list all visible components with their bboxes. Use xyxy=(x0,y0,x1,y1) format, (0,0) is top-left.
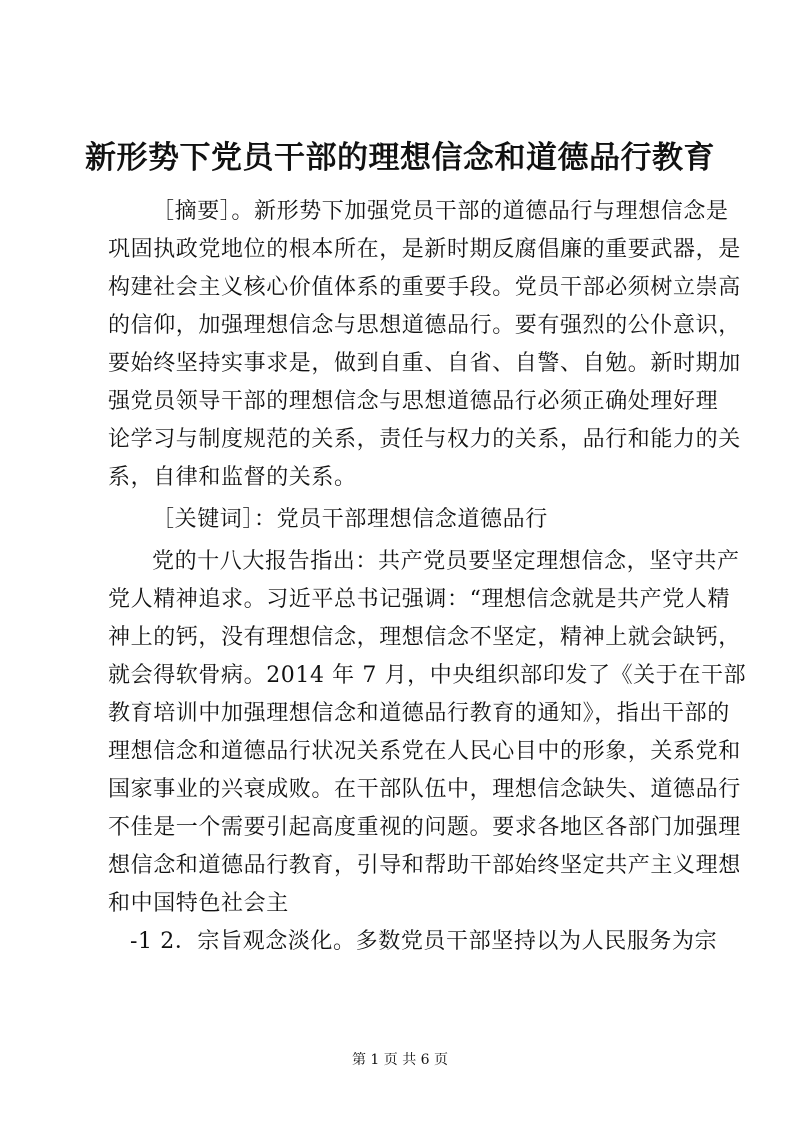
body-line-7: 国家事业的兴衰成败。在干部队伍中，理想信念缺失、道德品行 xyxy=(108,777,741,802)
document-title: 新形势下党员干部的理想信念和道德品行教育 xyxy=(85,140,715,176)
abstract-line-4: 的信仰，加强理想信念与思想道德品行。要有强烈的公仆意识， xyxy=(108,313,741,338)
abstract-line-3: 构建社会主义核心价值体系的重要手段。党员干部必须树立崇高 xyxy=(108,275,741,300)
body-line-3: 神上的钙，没有理想信念，理想信念不坚定，精神上就会缺钙， xyxy=(108,625,741,650)
body-line-9: 想信念和道德品行教育，引导和帮助干部始终坚定共产主义理想 xyxy=(108,853,741,878)
body-line-2: 党人精神追求。习近平总书记强调：“理想信念就是共产党人精 xyxy=(108,587,731,612)
body-line-10: 和中国特色社会主 xyxy=(108,891,289,916)
body-line-11: -1 2．宗旨观念淡化。多数党员干部坚持以为人民服务为宗 xyxy=(130,929,718,954)
abstract-line-5: 要始终坚持实事求是，做到自重、自省、自警、自勉。新时期加 xyxy=(108,351,741,376)
body-line-4: 就会得软骨病。2014 年 7 月，中央组织部印发了《关于在干部 xyxy=(108,663,747,688)
page-number-footer: 第 1 页 共 6 页 xyxy=(351,1052,449,1068)
abstract-line-2: 巩固执政党地位的根本所在，是新时期反腐倡廉的重要武器，是 xyxy=(108,237,741,262)
abstract-line-6: 强党员领导干部的理想信念与思想道德品行必须正确处理好理 xyxy=(108,389,719,414)
keywords-line: ［关键词］：党员干部理想信念道德品行 xyxy=(152,507,548,532)
abstract-line-1: ［摘要］。新形势下加强党员干部的道德品行与理想信念是 xyxy=(152,199,729,224)
body-line-5: 教育培训中加强理想信念和道德品行教育的通知》，指出干部的 xyxy=(108,701,730,726)
body-line-1: 党的十八大报告指出：共产党员要坚定理想信念，坚守共产 xyxy=(152,549,740,574)
body-line-6: 理想信念和道德品行状况关系党在人民心目中的形象，关系党和 xyxy=(108,739,741,764)
abstract-line-7: 论学习与制度规范的关系，责任与权力的关系，品行和能力的关 xyxy=(108,427,741,452)
body-line-8: 不佳是一个需要引起高度重视的问题。要求各地区各部门加强理 xyxy=(108,815,741,840)
abstract-line-8: 系，自律和监督的关系。 xyxy=(108,465,357,490)
